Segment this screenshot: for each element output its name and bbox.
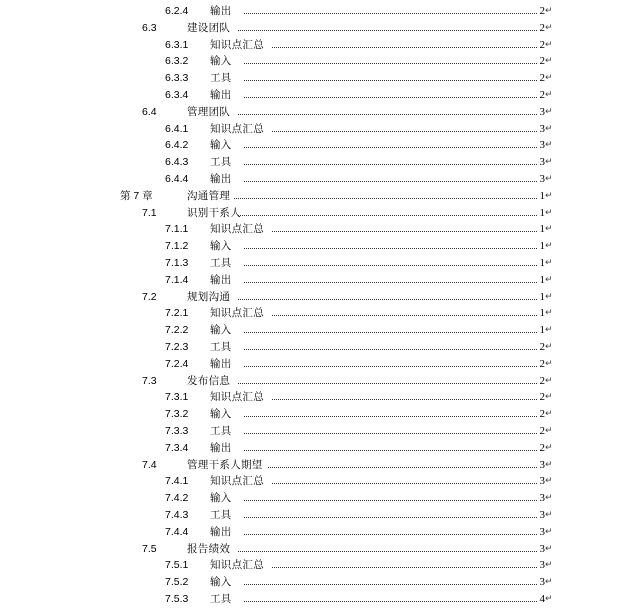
toc-entry-number: 第 7 章 — [120, 189, 153, 202]
toc-entry-number: 6.4.4 — [165, 172, 189, 185]
toc-entry-title: 工具 — [210, 508, 232, 521]
dot-leader — [244, 416, 537, 417]
toc-entry-number: 6.4.3 — [165, 156, 189, 169]
dot-leader — [244, 181, 537, 182]
dot-leader — [238, 30, 537, 31]
paragraph-mark-icon: ↵ — [545, 173, 553, 184]
dot-leader — [244, 601, 537, 602]
toc-entry[interactable] — [0, 87, 640, 104]
dot-leader — [238, 551, 537, 552]
toc-entry[interactable] — [0, 507, 640, 524]
dot-leader — [238, 114, 537, 115]
toc-entry-title: 工具 — [210, 72, 232, 85]
toc-entry-page-number: 2 — [539, 441, 545, 454]
paragraph-mark-icon: ↵ — [545, 123, 553, 134]
toc-entry-number: 7.3 — [142, 374, 157, 387]
toc-entry-page-number: 3 — [539, 105, 545, 118]
paragraph-mark-icon: ↵ — [545, 73, 553, 84]
toc-entry-page-number: 1 — [539, 206, 545, 219]
paragraph-mark-icon: ↵ — [545, 274, 553, 285]
toc-entry-title: 规划沟通 — [187, 290, 231, 303]
toc-entry-number: 7.5.1 — [165, 559, 189, 572]
toc-entry[interactable] — [0, 37, 640, 54]
toc-entry-page-number: 3 — [539, 492, 545, 505]
toc-entry-title: 知识点汇总 — [210, 559, 264, 572]
toc-entry-title: 输入 — [210, 324, 232, 337]
dot-leader — [238, 383, 537, 384]
toc-entry-page-number: 1 — [539, 307, 545, 320]
dot-leader — [244, 332, 537, 333]
paragraph-mark-icon: ↵ — [545, 224, 553, 235]
toc-entry-number: 7.1.1 — [165, 223, 189, 236]
toc-entry-title: 输出 — [210, 525, 232, 538]
paragraph-mark-icon: ↵ — [545, 476, 553, 487]
toc-entry-number: 6.3.1 — [165, 38, 189, 51]
paragraph-mark-icon: ↵ — [545, 140, 553, 151]
paragraph-mark-icon: ↵ — [545, 6, 553, 16]
paragraph-mark-icon: ↵ — [545, 106, 553, 117]
toc-entry-page-number: 2 — [539, 374, 545, 387]
toc-entry-number: 7.4.4 — [165, 525, 189, 538]
paragraph-mark-icon: ↵ — [545, 442, 553, 453]
toc-entry-page-number: 2 — [539, 21, 545, 34]
paragraph-mark-icon: ↵ — [545, 493, 553, 504]
toc-entry[interactable] — [0, 70, 640, 87]
paragraph-mark-icon: ↵ — [545, 560, 553, 571]
toc-entry-number: 7.3.4 — [165, 441, 189, 454]
toc-entry-page-number: 2 — [539, 72, 545, 85]
toc-entry-page-number: 3 — [539, 458, 545, 471]
dot-leader — [244, 366, 537, 367]
toc-entry[interactable] — [0, 389, 640, 406]
dot-leader — [244, 433, 537, 434]
toc-entry-page-number: 2 — [539, 55, 545, 68]
paragraph-mark-icon: ↵ — [545, 89, 553, 100]
toc-entry-title: 输出 — [210, 5, 232, 17]
toc-entry-number: 7.1.4 — [165, 273, 189, 286]
toc-entry-title: 知识点汇总 — [210, 122, 264, 135]
toc-entry-number: 6.3.2 — [165, 55, 189, 68]
paragraph-mark-icon: ↵ — [545, 291, 553, 302]
dot-leader — [272, 315, 537, 316]
dot-leader — [244, 63, 537, 64]
toc-entry-page-number: 1 — [539, 324, 545, 337]
table-of-contents — [0, 3, 640, 608]
paragraph-mark-icon: ↵ — [545, 22, 553, 33]
toc-entry-number: 7.4 — [142, 458, 157, 471]
toc-entry-title: 管理干系人期望 — [187, 458, 263, 471]
dot-leader — [272, 47, 537, 48]
toc-entry-title: 输入 — [210, 139, 232, 152]
toc-entry-title: 输入 — [210, 240, 232, 253]
paragraph-mark-icon: ↵ — [545, 577, 553, 588]
paragraph-mark-icon: ↵ — [545, 409, 553, 420]
toc-entry-title: 输出 — [210, 357, 232, 370]
toc-entry-title: 工具 — [210, 424, 232, 437]
toc-entry-page-number: 3 — [539, 139, 545, 152]
toc-entry[interactable] — [0, 339, 640, 356]
toc-entry[interactable] — [0, 104, 640, 121]
dot-leader — [244, 265, 537, 266]
toc-entry-page-number: 2 — [539, 408, 545, 421]
dot-leader — [244, 349, 537, 350]
toc-entry-page-number: 2 — [539, 391, 545, 404]
toc-entry[interactable] — [0, 188, 640, 205]
paragraph-mark-icon: ↵ — [545, 341, 553, 352]
toc-entry[interactable] — [0, 20, 640, 37]
toc-entry[interactable] — [0, 473, 640, 490]
dot-leader — [238, 299, 537, 300]
toc-entry-page-number: 3 — [539, 525, 545, 538]
toc-entry-number: 7.2.3 — [165, 340, 189, 353]
toc-entry-page-number: 2 — [539, 38, 545, 51]
dot-leader — [244, 164, 537, 165]
toc-entry[interactable] — [0, 238, 640, 255]
toc-entry-number: 7.1.2 — [165, 240, 189, 253]
toc-entry-title: 输出 — [210, 88, 232, 101]
dot-leader — [244, 517, 537, 518]
toc-entry-title: 识别干系人 — [187, 206, 241, 219]
toc-entry-number: 7.1.3 — [165, 256, 189, 269]
toc-entry[interactable] — [0, 574, 640, 591]
toc-entry[interactable] — [0, 154, 640, 171]
paragraph-mark-icon: ↵ — [545, 425, 553, 436]
dot-leader — [244, 534, 537, 535]
toc-entry-number: 7.3.3 — [165, 424, 189, 437]
toc-entry-number: 7.4.3 — [165, 508, 189, 521]
toc-entry-number: 7.5.2 — [165, 576, 189, 589]
dot-leader — [272, 483, 537, 484]
toc-entry-title: 知识点汇总 — [210, 391, 264, 404]
toc-entry-page-number: 3 — [539, 559, 545, 572]
toc-entry-title: 知识点汇总 — [210, 38, 264, 51]
toc-entry[interactable] — [0, 305, 640, 322]
paragraph-mark-icon: ↵ — [545, 375, 553, 386]
toc-entry-page-number: 3 — [539, 576, 545, 589]
toc-entry-title: 输入 — [210, 576, 232, 589]
toc-entry-page-number: 3 — [539, 475, 545, 488]
toc-entry[interactable] — [0, 121, 640, 138]
toc-entry-title: 工具 — [210, 156, 232, 169]
toc-entry-number: 7.5.3 — [165, 592, 189, 605]
dot-leader — [244, 147, 537, 148]
toc-entry-title: 知识点汇总 — [210, 307, 264, 320]
toc-entry-title: 工具 — [210, 340, 232, 353]
toc-entry-number: 7.1 — [142, 206, 157, 219]
toc-entry[interactable] — [0, 255, 640, 272]
toc-entry[interactable] — [0, 53, 640, 70]
paragraph-mark-icon: ↵ — [545, 56, 553, 67]
toc-entry-page-number: 4 — [539, 592, 545, 605]
toc-entry-number: 7.3.1 — [165, 391, 189, 404]
toc-entry-title: 输出 — [210, 172, 232, 185]
toc-entry[interactable] — [0, 3, 640, 20]
dot-leader — [272, 567, 537, 568]
dot-leader — [244, 80, 537, 81]
toc-entry-number: 6.2.4 — [165, 5, 189, 17]
dot-leader — [268, 467, 537, 468]
toc-entry[interactable] — [0, 440, 640, 457]
dot-leader — [238, 215, 537, 216]
dot-leader — [272, 399, 537, 400]
toc-entry-page-number: 3 — [539, 172, 545, 185]
toc-entry-number: 7.5 — [142, 542, 157, 555]
toc-entry[interactable] — [0, 356, 640, 373]
toc-entry-number: 6.3.3 — [165, 72, 189, 85]
paragraph-mark-icon: ↵ — [545, 593, 553, 604]
toc-entry-number: 6.3.4 — [165, 88, 189, 101]
paragraph-mark-icon: ↵ — [545, 257, 553, 268]
dot-leader — [272, 131, 537, 132]
paragraph-mark-icon: ↵ — [545, 392, 553, 403]
dot-leader — [244, 584, 537, 585]
dot-leader — [244, 248, 537, 249]
toc-entry-title: 工具 — [210, 592, 232, 605]
toc-entry-title: 工具 — [210, 256, 232, 269]
toc-entry[interactable] — [0, 524, 640, 541]
toc-entry[interactable] — [0, 205, 640, 222]
toc-entry[interactable] — [0, 322, 640, 339]
paragraph-mark-icon: ↵ — [545, 358, 553, 369]
toc-entry-title: 知识点汇总 — [210, 223, 264, 236]
toc-entry-title: 输出 — [210, 441, 232, 454]
dot-leader — [244, 450, 537, 451]
toc-entry[interactable] — [0, 406, 640, 423]
toc-entry-page-number: 3 — [539, 156, 545, 169]
paragraph-mark-icon: ↵ — [545, 241, 553, 252]
toc-entry[interactable] — [0, 221, 640, 238]
toc-entry-page-number: 2 — [539, 357, 545, 370]
toc-entry-page-number: 2 — [539, 5, 545, 17]
toc-entry-title: 输入 — [210, 408, 232, 421]
toc-entry-page-number: 3 — [539, 508, 545, 521]
paragraph-mark-icon: ↵ — [545, 308, 553, 319]
toc-entry-number: 6.4 — [142, 105, 157, 118]
toc-entry-number: 7.2.2 — [165, 324, 189, 337]
toc-entry-number: 7.2.4 — [165, 357, 189, 370]
toc-entry-number: 7.4.2 — [165, 492, 189, 505]
toc-entry-page-number: 1 — [539, 189, 545, 202]
toc-entry[interactable] — [0, 423, 640, 440]
toc-entry[interactable] — [0, 272, 640, 289]
toc-entry-page-number: 1 — [539, 240, 545, 253]
paragraph-mark-icon: ↵ — [545, 325, 553, 336]
paragraph-mark-icon: ↵ — [545, 207, 553, 218]
paragraph-mark-icon: ↵ — [545, 543, 553, 554]
toc-entry-page-number: 1 — [539, 223, 545, 236]
paragraph-mark-icon: ↵ — [545, 190, 553, 201]
paragraph-mark-icon: ↵ — [545, 509, 553, 520]
toc-entry[interactable] — [0, 541, 640, 558]
toc-entry[interactable] — [0, 289, 640, 306]
paragraph-mark-icon: ↵ — [545, 39, 553, 50]
toc-entry-page-number: 1 — [539, 290, 545, 303]
dot-leader — [244, 282, 537, 283]
toc-entry[interactable] — [0, 137, 640, 154]
toc-entry-page-number: 3 — [539, 542, 545, 555]
toc-entry-page-number: 1 — [539, 273, 545, 286]
toc-entry[interactable] — [0, 457, 640, 474]
toc-entry-page-number: 2 — [539, 340, 545, 353]
dot-leader — [244, 500, 537, 501]
toc-entry[interactable] — [0, 557, 640, 574]
toc-entry-page-number: 2 — [539, 424, 545, 437]
toc-entry[interactable] — [0, 373, 640, 390]
toc-entry-title: 沟通管理 — [187, 189, 231, 202]
paragraph-mark-icon: ↵ — [545, 526, 553, 537]
toc-entry[interactable] — [0, 171, 640, 188]
toc-entry-title: 输入 — [210, 492, 232, 505]
toc-entry-number: 7.2.1 — [165, 307, 189, 320]
toc-entry-number: 7.3.2 — [165, 408, 189, 421]
paragraph-mark-icon: ↵ — [545, 459, 553, 470]
toc-entry-title: 知识点汇总 — [210, 475, 264, 488]
toc-entry[interactable] — [0, 490, 640, 507]
toc-entry-title: 输出 — [210, 273, 232, 286]
toc-entry-number: 6.4.2 — [165, 139, 189, 152]
toc-entry-title: 建设团队 — [187, 21, 231, 34]
dot-leader — [244, 13, 537, 14]
dot-leader — [234, 198, 537, 199]
toc-entry-page-number: 3 — [539, 122, 545, 135]
dot-leader — [272, 231, 537, 232]
dot-leader — [244, 97, 537, 98]
toc-entry[interactable] — [0, 591, 640, 608]
toc-entry-page-number: 1 — [539, 256, 545, 269]
paragraph-mark-icon: ↵ — [545, 157, 553, 168]
toc-entry-number: 7.2 — [142, 290, 157, 303]
toc-entry-title: 报告绩效 — [187, 542, 231, 555]
toc-entry-number: 7.4.1 — [165, 475, 189, 488]
toc-entry-page-number: 2 — [539, 88, 545, 101]
toc-entry-number: 6.4.1 — [165, 122, 189, 135]
toc-entry-title: 管理团队 — [187, 105, 231, 118]
toc-entry-title: 输入 — [210, 55, 232, 68]
toc-entry-title: 发布信息 — [187, 374, 231, 387]
toc-entry-number: 6.3 — [142, 21, 157, 34]
